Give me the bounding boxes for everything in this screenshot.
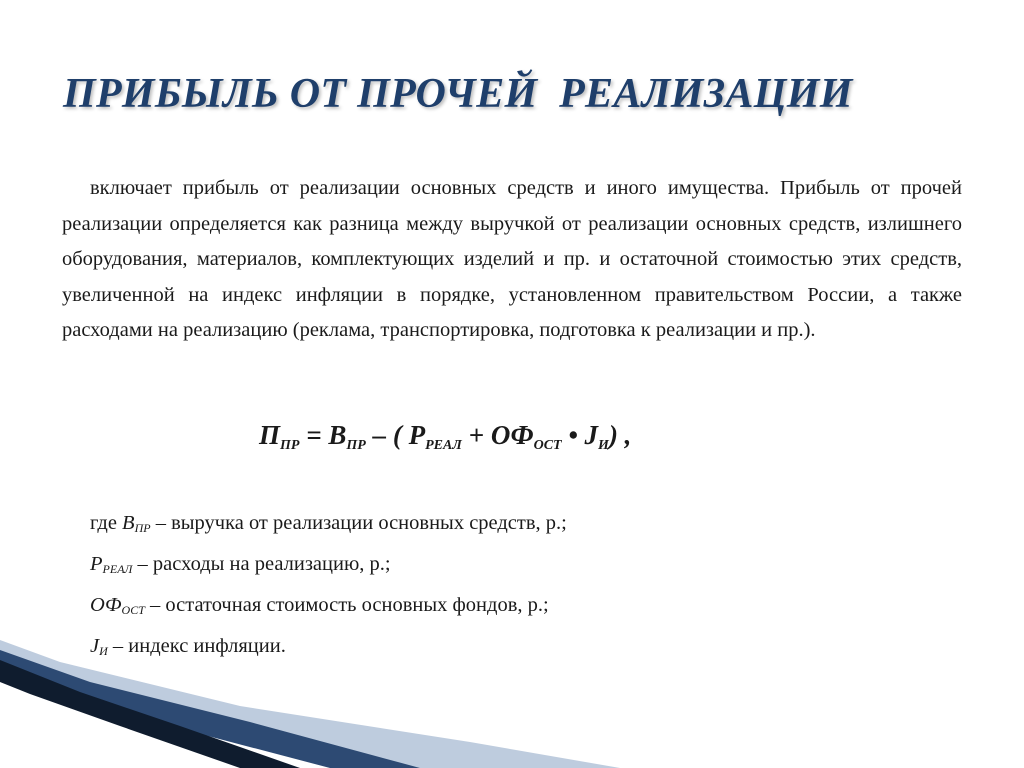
formula-plus: +	[461, 420, 491, 450]
formula-equals: =	[299, 420, 329, 450]
definition-text: – индекс инфляции.	[107, 635, 286, 657]
definition-subscript: И	[99, 644, 108, 658]
definition-text: – остаточная стоимость основных фондов, р.;	[144, 594, 549, 616]
definition-variable: Р	[90, 553, 103, 575]
definition-variable: ОФ	[90, 594, 122, 616]
definition-subscript: ПР	[134, 521, 151, 535]
definition-text: – выручка от реализации основных средств, р.;	[150, 512, 567, 534]
body-paragraph: включает прибыль от реализации основных средств и иного имущества. Прибыль от прочей реализации определяется как разница между выручкой от реализации основных средств, излишнего оборудования, материалов, комплектующих изделий и пр. и остаточной стоимостью этих средств, увеличенной на индекс инфляции в порядке, установленном правительством России, а также расходами на реализацию (реклама, транспортировка, подготовка к реализации и пр.).	[62, 177, 962, 341]
formula-revenue-subscript: ПР	[346, 438, 366, 453]
formula-expenses-subscript: РЕАЛ	[425, 438, 462, 453]
slide-title: ПРИБЫЛЬ ОТ ПРОЧЕЙ РЕАЛИЗАЦИИ	[63, 71, 853, 117]
formula-minus-paren: – (	[365, 420, 409, 450]
definition-item: где $В_{ПР}$ – выручка от реализации основных средств, р.;	[90, 512, 567, 535]
formula-residual-symbol: ОФ	[490, 420, 534, 450]
definition-variable: J	[90, 635, 100, 657]
formula-expenses-symbol: Р	[408, 420, 426, 450]
definition-subscript: ОСТ	[121, 603, 145, 617]
formula-profit-symbol: П	[259, 420, 281, 450]
formula-close-paren: ) ,	[608, 420, 632, 450]
formula-inflation-symbol: J	[584, 420, 599, 450]
formula-inflation-subscript: И	[598, 438, 609, 453]
definition-variable: В	[122, 512, 135, 534]
formula-multiply: •	[561, 420, 585, 450]
formula-revenue-symbol: В	[328, 420, 347, 450]
definition-text: – расходы на реализацию, р.;	[132, 553, 391, 575]
definition-subscript: РЕАЛ	[102, 562, 133, 576]
formula-profit-subscript: ПР	[280, 438, 300, 453]
formula-residual-subscript: ОСТ	[533, 438, 562, 453]
